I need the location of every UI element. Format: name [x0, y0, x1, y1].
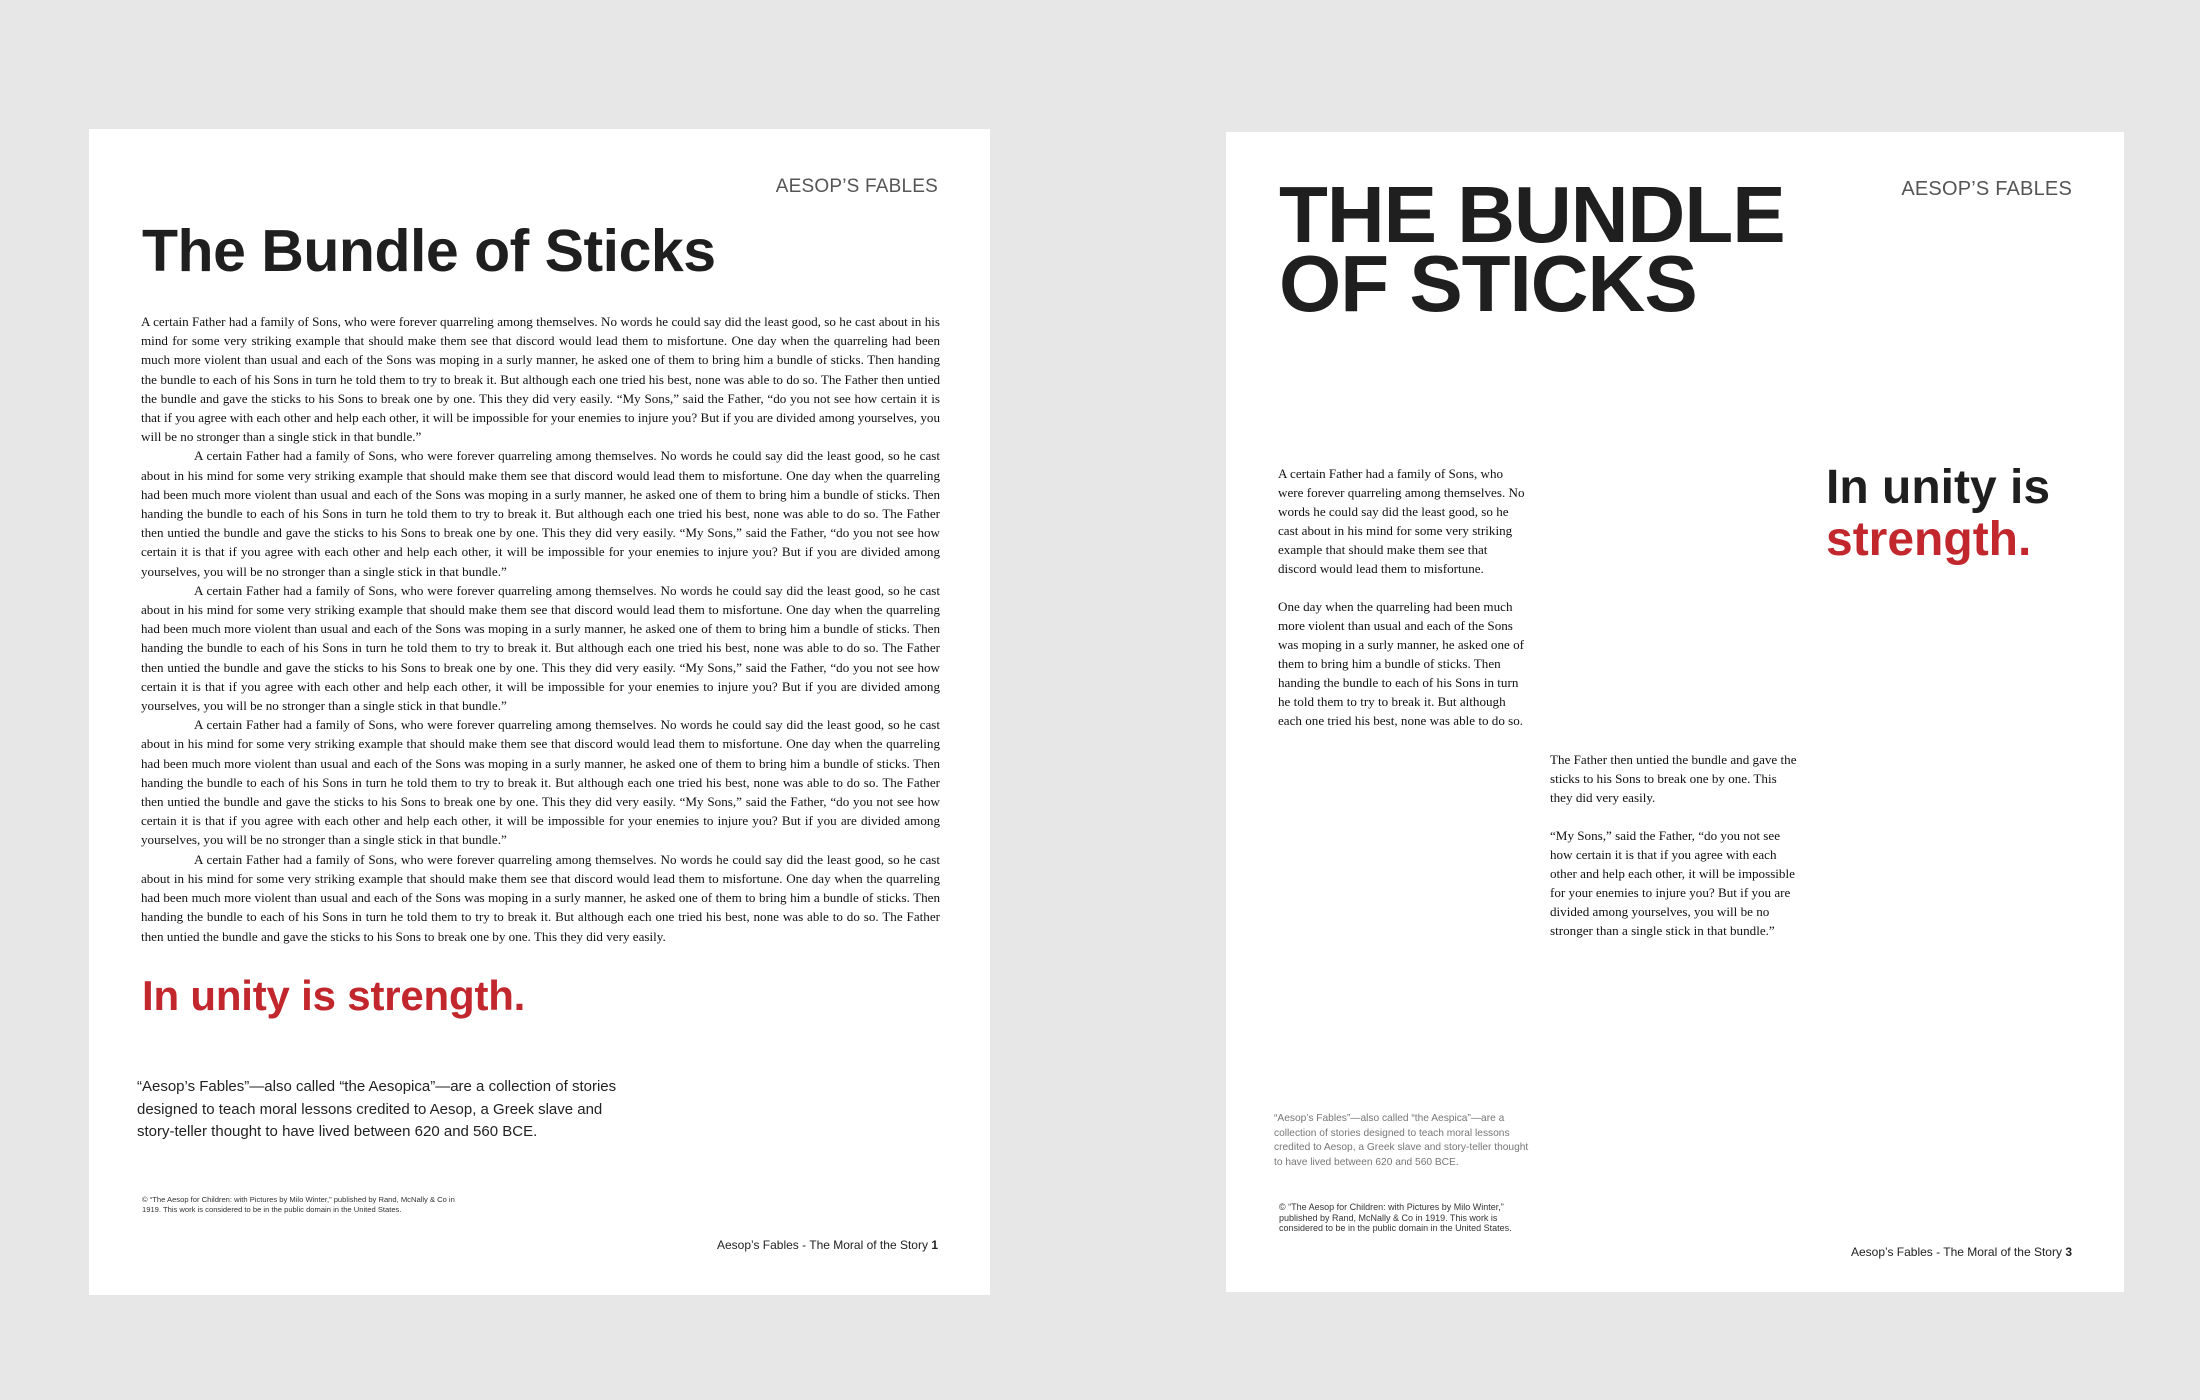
- story-paragraph: A certain Father had a family of Sons, who were forever quarreling among themselves. No words he could say did the least good, so he cast about in his mind for some very striking example that should make them see that discord would lead them to misfortune. One day when the quarreling had been much more violent than usual and each of the Sons was moping in a surly manner, he asked one of them to bring him a bundle of sticks. Then handing the bundle to each of his Sons in turn he told them to try to break it. But although each one tried his best, none was able to do so. The Father then untied the bundle and gave the sticks to his Sons to break one by one. This they did very easily. “My Sons,” said the Father, “do you not see how certain it is that if you agree with each other and help each other, it will be impossible for your enemies to injure you? But if you are divided among yourselves, you will be no stronger than a single stick in that bundle.”: [141, 448, 940, 579]
- moral-tagline: In unity is strength.: [142, 972, 526, 1019]
- story-paragraph: The Father then untied the bundle and gave the sticks to his Sons to break one by one. This they did very easily.: [1550, 752, 1797, 805]
- page-3: [1226, 132, 2124, 1292]
- tagline-accent: strength.: [1826, 513, 2032, 566]
- story-paragraph: A certain Father had a family of Sons, who were forever quarreling among themselves. No words he could say did the least good, so he cast about in his mind for some very striking example that should make them see that discord would lead them to misfortune. One day when the quarreling had been much more violent than usual and each of the Sons was moping in a surly manner, he asked one of them to bring him a bundle of sticks. Then handing the bundle to each of his Sons in turn he told them to try to break it. But although each one tried his best, none was able to do so. The Father then untied the bundle and gave the sticks to his Sons to break one by one. This they did very easily. “My Sons,” said the Father, “do you not see how certain it is that if you agree with each other and help each other, it will be impossible for your enemies to injure you? But if you are divided among yourselves, you will be no stronger than a single stick in that bundle.”: [141, 717, 940, 848]
- page-number: 3: [2065, 1245, 2072, 1259]
- story-column-left: [1278, 464, 1528, 749]
- story-body: [141, 312, 940, 946]
- title-line: THE BUNDLE: [1279, 170, 1785, 259]
- story-paragraph: A certain Father had a family of Sons, who were forever quarreling among themselves. No words he could say did the least good, so he cast about in his mind for some very striking example that should make them see that discord would lead them to misfortune. One day when the quarreling had been much more violent than usual and each of the Sons was moping in a surly manner, he asked one of them to bring him a bundle of sticks. Then handing the bundle to each of his Sons in turn he told them to try to break it. But although each one tried his best, none was able to do so. The Father then untied the bundle and gave the sticks to his Sons to break one by one. This they did very easily. “My Sons,” said the Father, “do you not see how certain it is that if you agree with each other and help each other, it will be impossible for your enemies to injure you? But if you are divided among yourselves, you will be no stronger than a single stick in that bundle.”: [141, 582, 940, 714]
- story-paragraph: A certain Father had a family of Sons, who were forever quarreling among themselves. No words he could say did the least good, so he cast about in his mind for some very striking example that should make them see that discord would lead them to misfortune. One day when the quarreling had been much more violent than usual and each of the Sons was moping in a surly manner, he asked one of them to bring him a bundle of sticks. Then handing the bundle to each of his Sons in turn he told them to try to break it. But although each one tried his best, none was able to do so. The Father then untied the bundle and gave the sticks to his Sons to break one by one. This they did very easily. “My Sons,” said the Father, “do you not see how certain it is that if you agree with each other and help each other, it will be impossible for your enemies to injure you? But if you are divided among yourselves, you will be no stronger than a single stick in that bundle.”: [141, 314, 940, 445]
- story-paragraph: A certain Father had a family of Sons, who were forever quarreling among themselves. No words he could say did the least good, so he cast about in his mind for some very striking example that should make them see that discord would lead them to misfortune. One day when the quarreling had been much more violent than usual and each of the Sons was moping in a surly manner, he asked one of them to bring him a bundle of sticks. Then handing the bundle to each of his Sons in turn he told them to try to break it. But although each one tried his best, none was able to do so. The Father then untied the bundle and gave the sticks to his Sons to break one by one. This they did very easily.: [141, 851, 940, 944]
- footer-text: Aesop’s Fables - The Moral of the Story: [1850, 1245, 2062, 1259]
- moral-tagline: [1826, 462, 2050, 566]
- about-text: “Aesop’s Fables”—also called “the Aespica”—are a collection of stories designed to teach moral lessons credited to Aesop, a Greek slave and story-teller thought to have lived between 620 and 560 BCE.: [1274, 1113, 1529, 1168]
- footer-text: Aesop’s Fables - The Moral of the Story: [716, 1238, 928, 1252]
- page-number: 1: [931, 1238, 938, 1252]
- page-footer: [1851, 1245, 2072, 1259]
- story-paragraph: One day when the quarreling had been much more violent than usual and each of the Sons was moping in a surly manner, he asked one of them to bring him a bundle of sticks. Then handing the bundle to each of his Sons in turn he told them to try to break it. But although each one tried his best, none was able to do so.: [1278, 599, 1525, 728]
- series-label: AESOP’S FABLES: [775, 176, 938, 197]
- page-title: [1279, 170, 1839, 328]
- tagline-line: In unity is: [1826, 461, 2051, 514]
- credit-text: © “The Aesop for Children: with Pictures by Milo Winter,” published by Rand, McNally & Co in 1919. This work is considered to be in the public domain in the United States.: [1279, 1202, 1512, 1233]
- page-title: The Bundle of Sticks: [142, 218, 716, 284]
- about-text: “Aesop’s Fables”—also called “the Aesopica”—are a collection of stories designed to teach moral lessons credited to Aesop, a Greek slave and story-teller thought to have lived between 620 and 560 BCE.: [137, 1078, 617, 1140]
- story-column-right: [1550, 750, 1802, 959]
- page-footer: [717, 1238, 938, 1252]
- series-label: AESOP’S FABLES: [1901, 178, 2072, 200]
- story-paragraph: A certain Father had a family of Sons, who were forever quarreling among themselves. No words he could say did the least good, so he cast about in his mind for some very striking example that should make them see that discord would lead them to misfortune.: [1278, 466, 1525, 576]
- credit-text: © “The Aesop for Children: with Pictures by Milo Winter,” published by Rand, McNally & Co in 1919. This work is considered to be in the public domain in the United States.: [142, 1195, 455, 1214]
- story-paragraph: “My Sons,” said the Father, “do you not see how certain it is that if you agree with each other and help each other, it will be impossible for your enemies to injure you? But if you are divided among yourselves, you will be no stronger than a single stick in that bundle.”: [1550, 828, 1795, 938]
- title-line: OF STICKS: [1279, 239, 1697, 328]
- page-1: [89, 129, 990, 1295]
